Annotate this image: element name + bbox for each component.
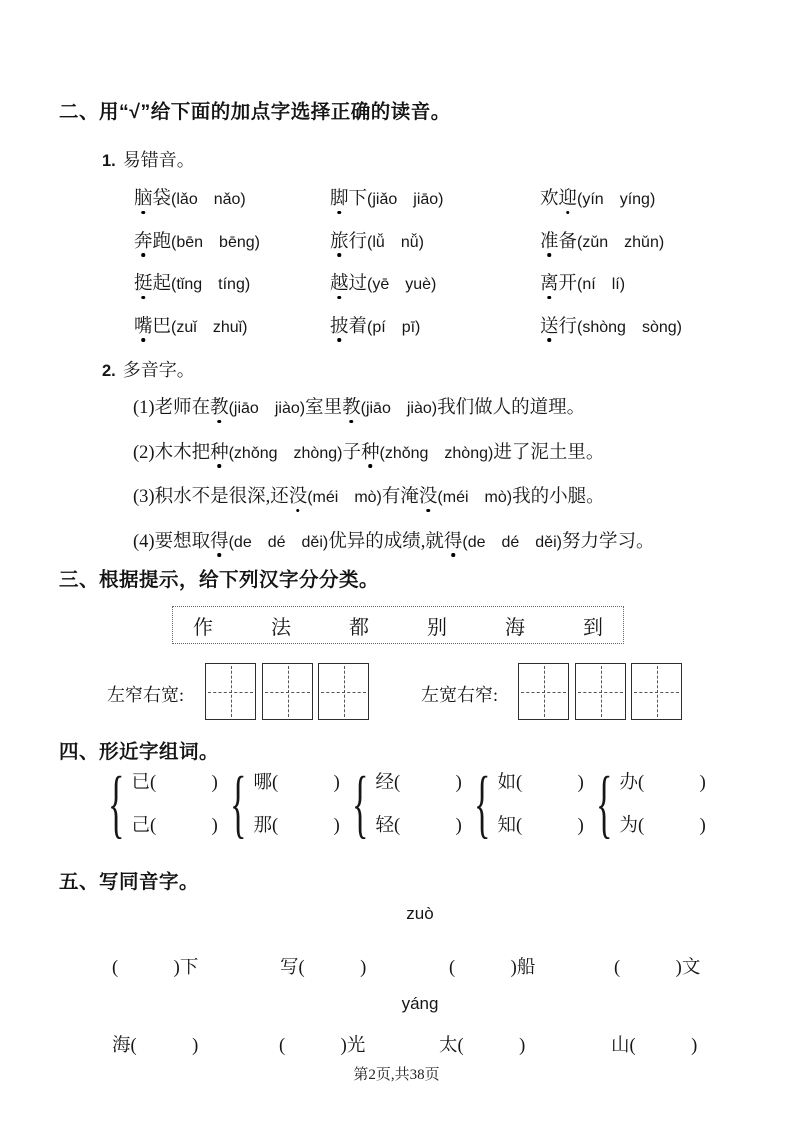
subsection-1-label	[102, 146, 195, 172]
dotted-char: 送	[540, 312, 559, 338]
sentence-text: 有淹	[381, 487, 419, 508]
homophone-blank-item: ( )下	[112, 958, 199, 978]
pinyin-options: (jiāo jiào)	[360, 400, 438, 417]
polyphone-sentences	[133, 393, 654, 571]
pinyin-options: (bēn bēng)	[171, 233, 260, 251]
pair-char-top: 办	[619, 772, 638, 793]
pinyin-options: (tǐng tíng)	[171, 276, 251, 294]
dotted-char: 披	[330, 312, 349, 338]
pinyin-choice-item	[134, 227, 330, 270]
pinyin-choice-item	[540, 269, 682, 312]
pinyin-options: (lǎo nǎo)	[171, 191, 246, 208]
word-post: 巴	[152, 316, 172, 337]
pinyin-options: (zhǒng zhòng)	[379, 444, 494, 462]
section-four-heading: 四、形近字组词。	[59, 741, 220, 763]
sentence-text: 室里	[305, 398, 343, 418]
bank-character: 海	[505, 616, 525, 639]
subsection-2-number: 2.	[102, 362, 116, 380]
brace-icon: {	[230, 762, 247, 846]
dotted-char: 脚	[330, 184, 349, 210]
similar-char-pair	[474, 762, 584, 846]
dotted-char: 没	[419, 482, 438, 508]
dotted-char: 旅	[330, 227, 349, 253]
pair-char-top: 经	[375, 772, 394, 793]
homophone-blank-item: 山( )	[611, 1036, 698, 1056]
section-three-heading: 三、根据提示，给下列汉字分分类。	[59, 569, 380, 591]
homophone-blank-item: 海( )	[112, 1036, 199, 1056]
dotted-char: 嘴	[134, 312, 153, 338]
dotted-char: 奔	[134, 227, 153, 253]
pinyin-options: (méi mò)	[307, 489, 382, 507]
pair-char-bottom: 那	[253, 815, 272, 836]
dotted-char: 种	[361, 438, 380, 464]
polyphone-sentence	[133, 482, 654, 527]
blank-parens: ( )	[638, 815, 706, 836]
pinyin-choice-item	[330, 184, 540, 227]
dotted-char: 没	[289, 482, 308, 508]
sentence-text: (1)老师在	[133, 398, 211, 418]
dotted-char: 迎	[559, 184, 578, 210]
blank-parens: ( )	[272, 772, 340, 793]
pair-char-bottom: 知	[497, 815, 516, 836]
classify-label-right: 左宽右窄:	[421, 685, 499, 705]
pinyin-options: (ní lí)	[577, 276, 626, 294]
similar-char-pair	[230, 762, 340, 846]
pinyin-choice-item	[540, 312, 682, 355]
pinyin-options: (jiǎo jiāo)	[367, 191, 444, 208]
similar-char-pair	[108, 762, 218, 846]
pinyin-options: (yē yuè)	[367, 276, 437, 294]
pinyin-options: (de dé děi)	[462, 533, 562, 551]
dotted-char: 种	[210, 438, 229, 464]
dotted-char: 得	[210, 527, 229, 553]
homophone-pinyin-zuo: zuò	[406, 904, 434, 923]
word-post: 着	[348, 316, 368, 337]
pinyin-choice-item	[330, 312, 540, 355]
dotted-char: 教	[210, 393, 229, 419]
dotted-char: 得	[444, 527, 463, 553]
blank-parens: ( )	[394, 772, 462, 793]
homophone-blank-item: ( )船	[449, 958, 536, 978]
sentence-text: 我们做人的道理。	[437, 398, 586, 418]
bank-character: 法	[271, 616, 291, 639]
subsection-1-number: 1.	[102, 152, 116, 170]
pinyin-choice-item	[134, 269, 330, 312]
brace-icon: {	[108, 762, 125, 846]
subsection-2-text: 多音字。	[122, 360, 195, 380]
blank-parens: ( )	[150, 772, 218, 793]
blank-parens: ( )	[516, 815, 584, 836]
writing-grid-box	[262, 663, 313, 720]
pinyin-options: (lǚ nǚ)	[367, 233, 424, 251]
dotted-char: 挺	[134, 269, 153, 295]
brace-icon: {	[596, 762, 613, 846]
pair-char-top: 哪	[253, 772, 272, 793]
pair-char-bottom: 为	[619, 815, 638, 836]
page-footer: 第2页,共38页	[353, 1067, 440, 1083]
word-post: 跑	[152, 231, 172, 252]
section-two-heading: 二、用“√”给下面的加点字选择正确的读音。	[59, 101, 451, 123]
writing-grid-box	[318, 663, 369, 720]
dotted-char: 脑	[134, 184, 153, 210]
word-post: 下	[348, 189, 368, 209]
subsection-1-text: 易错音。	[122, 150, 195, 170]
brace-icon: {	[474, 762, 491, 846]
sentence-text: (2)木木把	[133, 442, 211, 463]
pinyin-options: (jiāo jiào)	[228, 400, 306, 417]
writing-grid-box	[205, 663, 256, 720]
bank-character: 都	[349, 616, 369, 639]
pinyin-options: (zhǒng zhòng)	[228, 444, 343, 462]
sentence-text: 子	[342, 442, 361, 463]
blank-parens: ( )	[150, 815, 218, 836]
polyphone-sentence	[133, 393, 654, 438]
dotted-char: 准	[540, 227, 559, 253]
section-five-heading: 五、写同音字。	[59, 871, 200, 893]
bank-character: 作	[193, 616, 213, 639]
sentence-text: 努力学习。	[561, 531, 655, 552]
pinyin-options: (shòng sòng)	[577, 318, 682, 336]
similar-char-pair	[596, 762, 706, 846]
sentence-text: 进了泥土里。	[493, 442, 605, 463]
word-pre: 欢	[540, 189, 559, 209]
pinyin-choice-grid	[134, 184, 682, 354]
pair-char-bottom: 己	[131, 815, 150, 836]
classify-label-left: 左窄右宽:	[107, 685, 185, 705]
character-bank-box	[172, 606, 624, 644]
pinyin-options: (zǔn zhǔn)	[577, 233, 665, 251]
dotted-char: 离	[540, 269, 559, 295]
word-post: 备	[558, 231, 578, 252]
sentence-text: (3)积水不是很深,还	[133, 487, 289, 508]
sentence-text: 优异的成绩,就	[328, 531, 444, 552]
homophone-blank-item: ( )文	[614, 958, 701, 978]
bank-character: 别	[427, 616, 447, 639]
pinyin-choice-item	[540, 227, 682, 270]
pinyin-options: (zuǐ zhuǐ)	[171, 318, 248, 336]
pinyin-choice-item	[134, 312, 330, 355]
word-post: 行	[348, 231, 368, 252]
homophone-blank-item: 写( )	[280, 958, 367, 978]
pinyin-options: (méi mò)	[437, 489, 513, 507]
pinyin-choice-item	[134, 184, 330, 227]
pinyin-choice-item	[330, 227, 540, 270]
dotted-char: 越	[330, 269, 349, 295]
blank-parens: ( )	[638, 772, 706, 793]
homophone-pinyin-yang: yáng	[401, 994, 439, 1013]
word-post: 袋	[152, 189, 172, 209]
pinyin-options: (de dé děi)	[228, 533, 329, 551]
polyphone-sentence	[133, 438, 654, 483]
pinyin-choice-item	[540, 184, 682, 227]
writing-grid-box	[631, 663, 682, 720]
word-post: 开	[558, 274, 578, 295]
word-post: 起	[152, 274, 172, 295]
blank-parens: ( )	[516, 772, 584, 793]
blank-parens: ( )	[272, 815, 340, 836]
brace-icon: {	[352, 762, 369, 846]
sentence-text: (4)要想取	[133, 531, 211, 552]
pinyin-options: (pí pī)	[367, 318, 421, 336]
sentence-text: 我的小腿。	[512, 487, 605, 508]
similar-char-pair	[352, 762, 462, 846]
pinyin-choice-item	[330, 269, 540, 312]
pair-char-top: 已	[131, 772, 150, 793]
homophone-blank-item: ( )光	[279, 1036, 366, 1056]
homophone-blank-item: 太( )	[439, 1036, 526, 1056]
word-post: 过	[348, 274, 368, 295]
dotted-char: 教	[342, 393, 361, 419]
bank-character: 到	[583, 616, 603, 639]
pair-char-top: 如	[497, 772, 516, 793]
writing-grid-box	[518, 663, 569, 720]
blank-parens: ( )	[394, 815, 462, 836]
word-post: 行	[558, 316, 578, 337]
pair-char-bottom: 轻	[375, 815, 394, 836]
pinyin-options: (yín yíng)	[577, 191, 656, 208]
writing-grid-box	[575, 663, 626, 720]
subsection-2-label	[102, 356, 195, 382]
